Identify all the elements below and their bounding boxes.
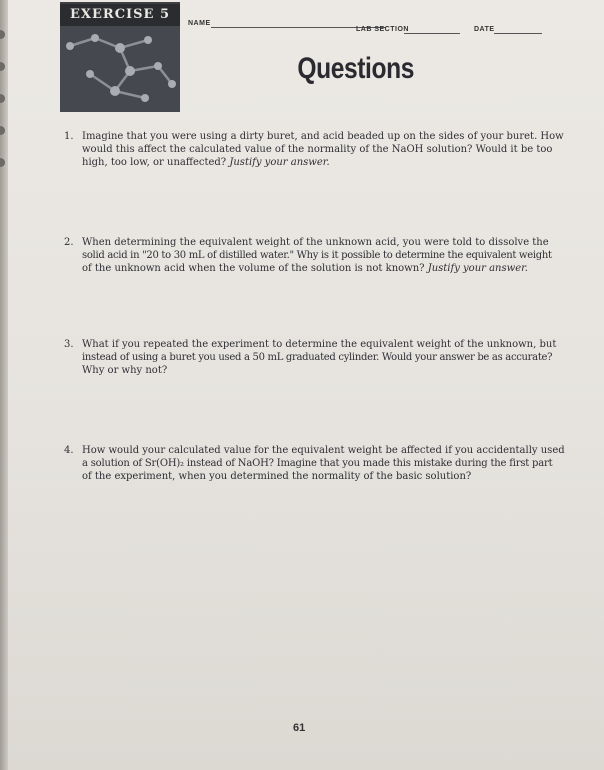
binding-hole	[0, 94, 5, 103]
lab-section-label: LAB SECTION	[356, 26, 409, 33]
molecule-graphic-icon	[60, 26, 180, 112]
name-label: NAME	[188, 20, 211, 27]
question-line: a solution of Sr(OH)₂ instead of NaOH? Imagine that you made this mistake during the first part	[82, 458, 553, 469]
worksheet-page	[8, 0, 604, 770]
binding-hole	[0, 30, 5, 39]
question-line: instead of using a buret you used a 50 mL graduated cylinder. Would your answer be as accurate?	[82, 352, 553, 363]
date-line	[494, 33, 542, 34]
page-edge	[0, 0, 8, 770]
justify-emphasis: Justify your answer.	[229, 157, 330, 168]
binding-hole	[0, 158, 5, 167]
question-number: 1.	[64, 131, 74, 142]
exercise-label: EXERCISE 5	[60, 4, 180, 26]
question-text	[82, 130, 564, 169]
question-number: 3.	[64, 339, 74, 350]
question-line: What if you repeated the experiment to determine the equivalent weight of the unknown, but	[82, 339, 557, 350]
question-line: How would your calculated value for the equivalent weight be affected if you accidentally used	[82, 445, 565, 456]
question-line: would this affect the calculated value of the normality of the NaOH solution? Would it be too	[82, 144, 553, 155]
question-number: 2.	[64, 237, 74, 248]
date-label: DATE	[474, 26, 495, 33]
binding-hole	[0, 126, 5, 135]
question-3	[64, 338, 584, 388]
question-2	[64, 236, 584, 286]
question-line: Imagine that you were using a dirty buret, and acid beaded up on the sides of your buret. How	[82, 131, 564, 142]
page-title: Questions	[297, 52, 414, 85]
question-text	[82, 338, 556, 377]
page-number: 61	[293, 722, 306, 734]
question-line: Why or why not?	[82, 365, 168, 376]
binding-hole	[0, 62, 5, 71]
question-line: When determining the equivalent weight of the unknown acid, you were told to dissolve the	[82, 237, 549, 248]
question-1	[64, 130, 584, 180]
question-4	[64, 444, 584, 494]
justify-emphasis: Justify your answer.	[427, 263, 528, 274]
lab-section-line	[404, 33, 460, 34]
question-line: high, too low, or unaffected? Justify your answer.	[82, 157, 330, 168]
question-text	[82, 444, 565, 483]
question-line: of the unknown acid when the volume of the solution is not known? Justify your answer.	[82, 263, 528, 274]
question-text	[82, 236, 552, 275]
question-number: 4.	[64, 445, 74, 456]
question-line: of the experiment, when you determined the normality of the basic solution?	[82, 471, 472, 482]
question-line: solid acid in "20 to 30 mL of distilled water." Why is it possible to determine the equivalent weight	[82, 250, 552, 261]
exercise-badge	[60, 2, 180, 112]
